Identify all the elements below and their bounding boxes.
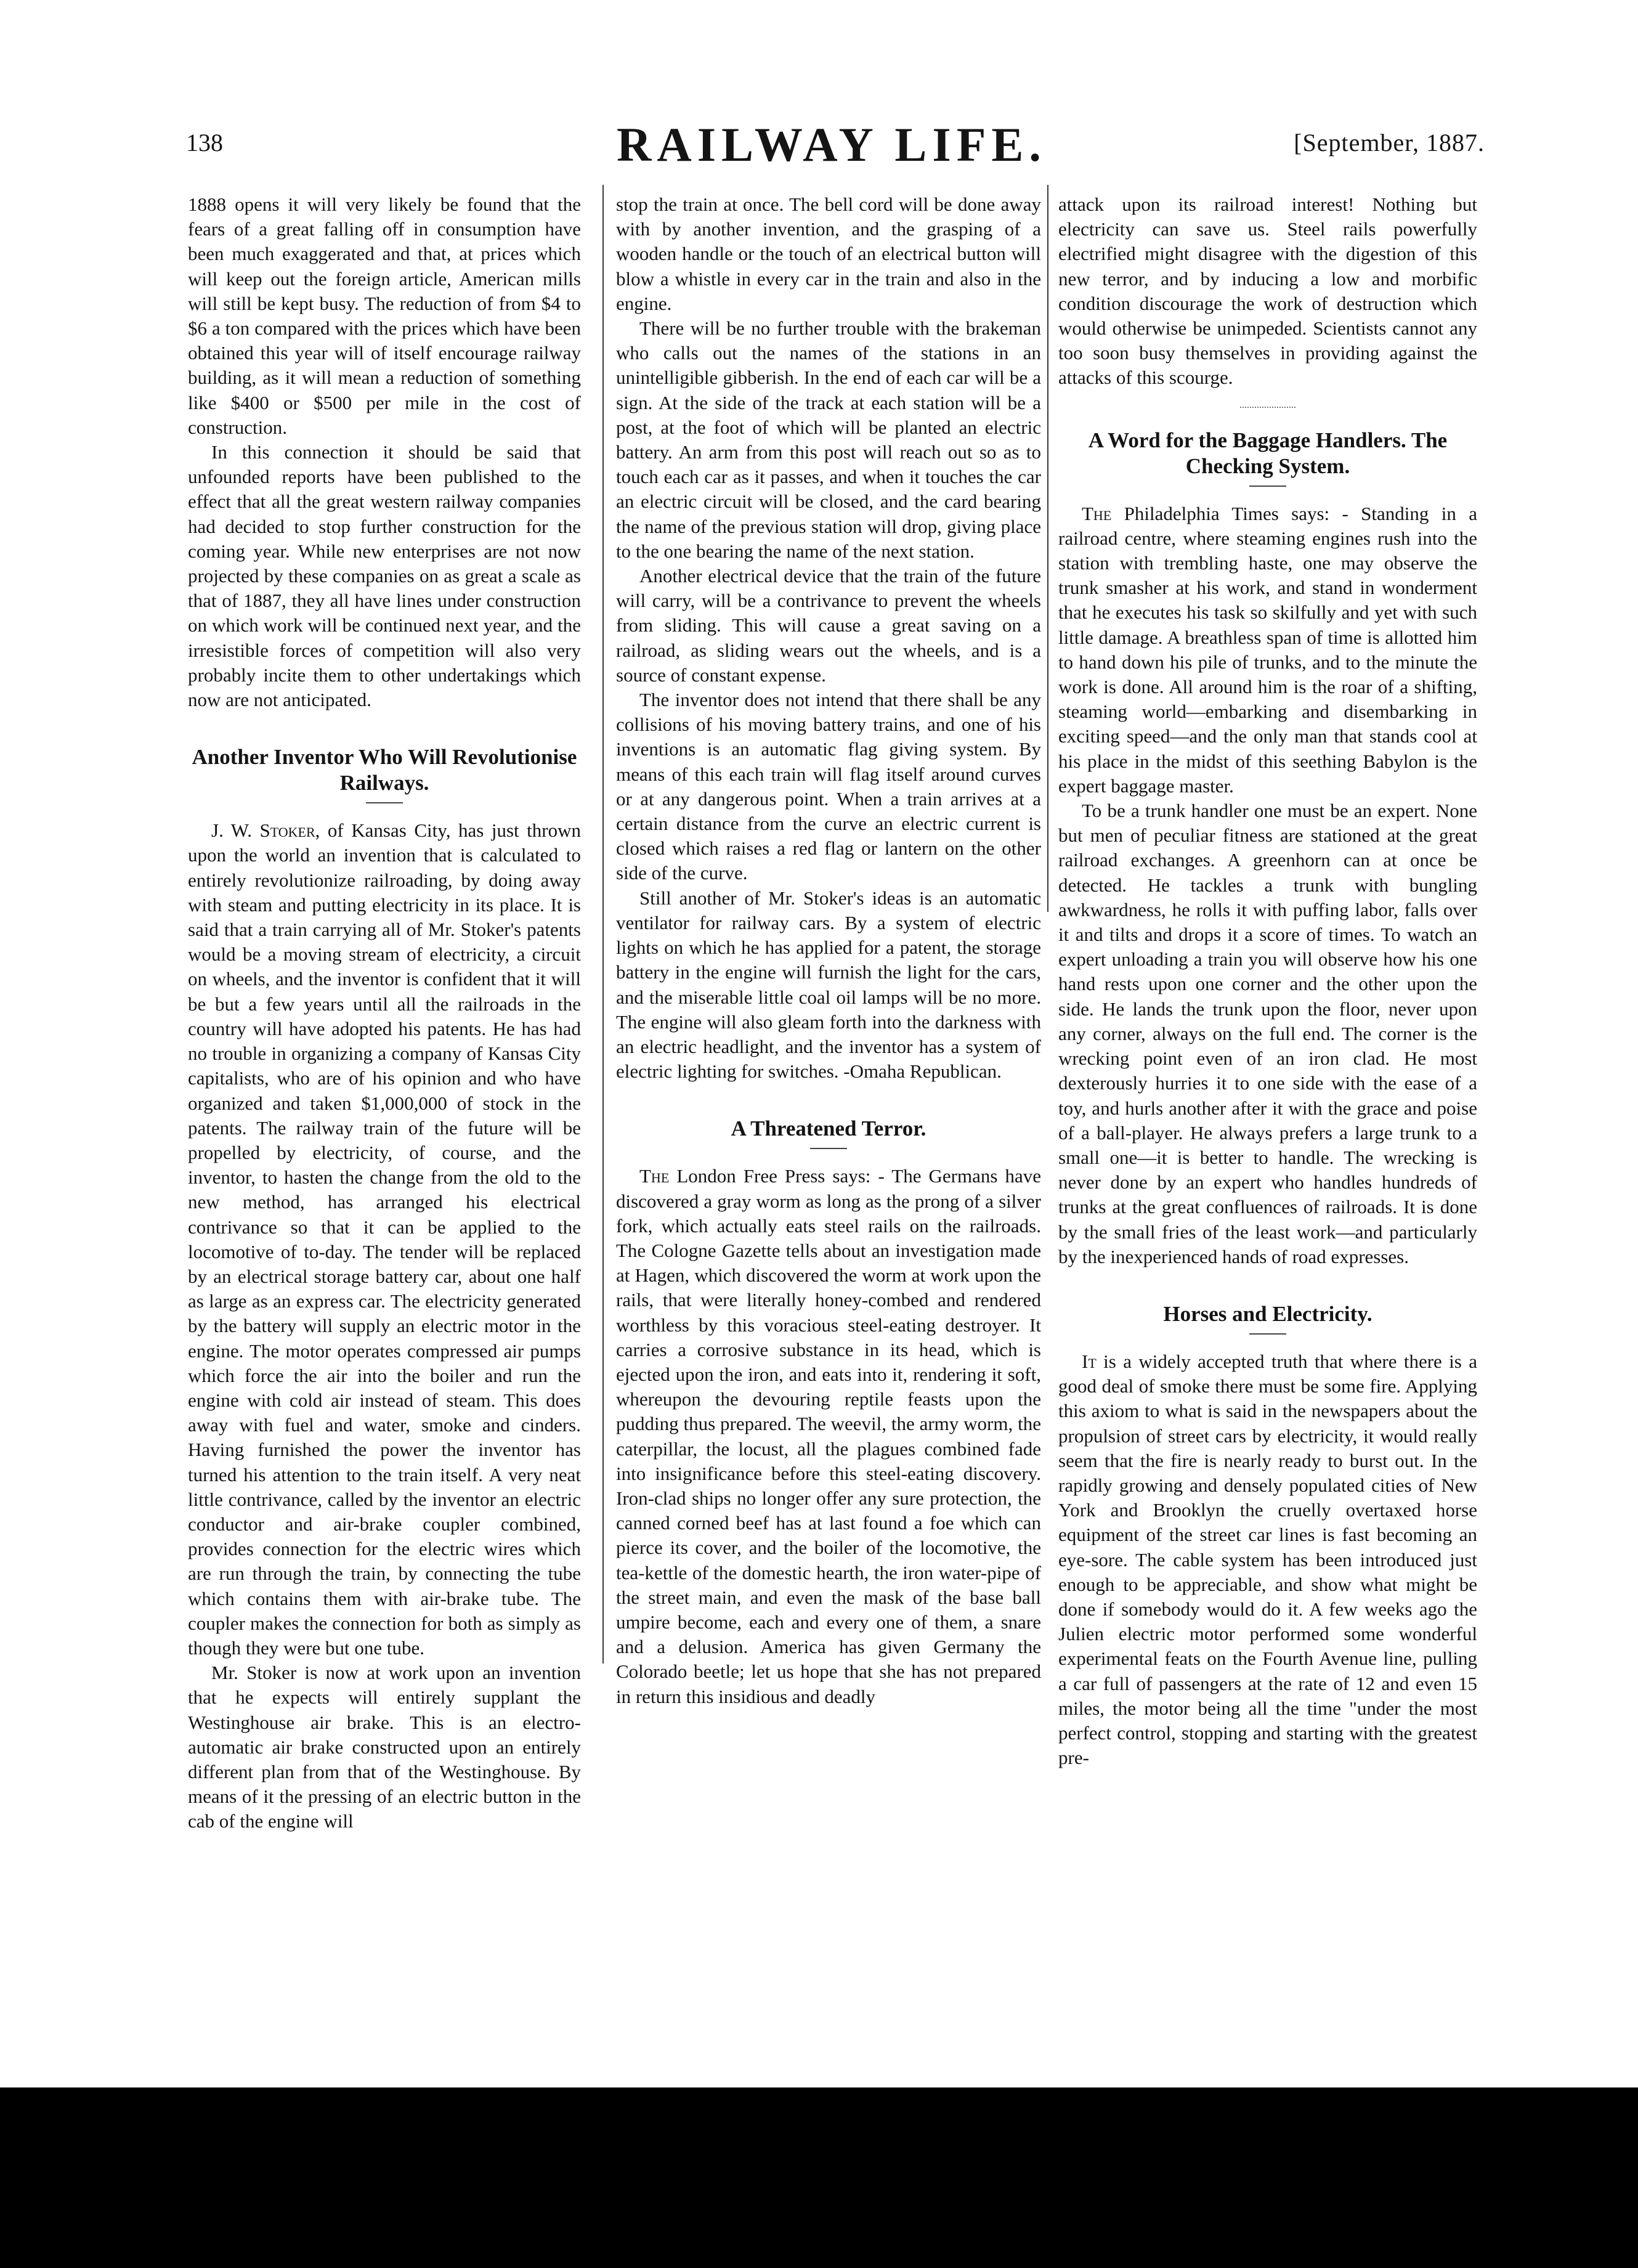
- scan-bottom-band: [0, 2087, 1638, 2268]
- paragraph: [1058, 1349, 1477, 1770]
- paragraph: [1058, 502, 1477, 799]
- article-heading: Horses and Electricity.: [1163, 1301, 1372, 1326]
- masthead: RAILWAY LIFE.: [617, 118, 1047, 171]
- lead-in: It: [1082, 1350, 1097, 1372]
- paragraph-text: London Free Press says: - The Germans have discovered a gray worm as long as the prong of a silver fork, which actually eats steel rails on the railroads. The Cologne Gazette tells about an investigation made at Hagen, which discovered the worm at work upon the rails, that were literally honey-combed and rendered worthless by this voracious steel-eating destroyer. It carries a corrosive substance in its head, which is ejected upon the iron, and eats into it, rendering it soft, whereupon the devouring reptile feasts upon the pudding thus prepared. The weevil, the army worm, the caterpillar, the locust, all the plagues combined fade into insignificance before this steel-eating discovery. Iron-clad ships no longer offer any sure protection, the canned corned beef has at last found a foe which can pierce its cover, and the boiler of the locomotive, the tea-kettle of the domestic hearth, the iron water-pipe of the street main, and even the mask of the base ball umpire become, each and every one of them, a snare and a delusion. America has given Germany the Colorado beetle; let us hope that she has not prepared in return this insidious and deadly: [616, 1165, 1041, 1707]
- column-3: [1058, 192, 1477, 1770]
- paragraph: 1888 opens it will very likely be found that the fears of a great falling off in consumption have been much exaggerated and that, at prices which will keep out the foreign article, American mills will still be kept busy. The reduction of from $4 to $6 a ton compared with the prices which have been obtained this year will of itself encourage railway building, as it will mean a reduction of something like $400 or $500 per mile in the cost of construction.: [188, 193, 581, 438]
- paragraph: Mr. Stoker is now at work upon an invention that he expects will entirely supplant the Westinghouse air brake. This is an electro-automatic air brake constructed upon an entirely different plan from that of the Westinghouse. By means of it the pressing of an electric button in the cab of the engine will: [188, 1662, 581, 1832]
- article-heading: Another Inventor Who Will Revolutionise Railways.: [192, 745, 577, 795]
- column-2: [616, 192, 1041, 1709]
- paragraph: There will be no further trouble with the brakeman who calls out the names of the stations in an unintelligible gibberish. In the end of each car will be a sign. At the side of the track at each station will be a post, at the foot of which will be planted an electric battery. An arm from this post will reach out so as to touch each car as it passes, and when it touches the car an electric circuit will be closed, and the card bearing the name of the previous station will drop, giving place to the one bearing the name of the next station.: [616, 317, 1041, 562]
- heading-rule: [366, 802, 403, 803]
- paragraph-text: is a widely accepted truth that where there is a good deal of smoke there must be some fire. Applying this axiom to what is said in the newspapers about the propulsion of street cars by electricity, it would really seem that the fire is nearly ready to burst out. In the rapidly growing and densely populated cities of New York and Brooklyn the cruelly overtaxed horse equipment of the street car lines is fast becoming an eye-sore. The cable system has been introduced just enough to be appreciable, and show what might be done if somebody would do it. A few weeks ago the Julien electric motor performed some wonderful experimental feats on the Fourth Avenue line, pulling a car full of passengers at the rate of 12 and even 15 miles, the motor being all the time "under the most perfect control, stopping and starting with the greatest pre-: [1058, 1350, 1477, 1769]
- paragraph: The inventor does not intend that there shall be any collisions of his moving battery trains, and one of his inventions is an automatic flag giving system. By means of this each train will flag itself around curves or at any dangerous point. When a train arrives at a certain distance from the curve an electric current is closed which raises a red flag or lantern on the other side of the curve.: [616, 689, 1041, 884]
- section-separator: [1240, 407, 1295, 408]
- paragraph: [188, 818, 581, 1660]
- lead-in: J. W. Stoker,: [211, 819, 320, 842]
- paragraph: Still another of Mr. Stoker's ideas is an automatic ventilator for railway cars. By a system of electric lights on which he has applied for a patent, the storage battery in the engine will furnish the light for the cars, and the miserable little coal oil lamps will be no more. The engine will also gleam forth into the darkness with an electric headlight, and the inventor has a system of electric lighting for switches. -Omaha Republican.: [616, 887, 1041, 1083]
- heading-rule: [1249, 486, 1286, 487]
- paragraph: stop the train at once. The bell cord will be done away with by another invention, and the grasping of a wooden handle or the touch of an electrical button will blow a whistle in every car in the train and also in the engine.: [616, 193, 1041, 314]
- lead-in: The: [1082, 502, 1112, 524]
- paragraph-text: Philadelphia Times says: - Standing in a railroad centre, where steaming engines rush into the station with trembling haste, one may observe the trunk smasher at his work, and stand in wonderment that he executes his task so skilfully and yet with such little damage. A breathless span of time is allotted him to hand down his pile of trunks, and to the minute the work is done. All around him is the roar of a shifting, steaming world—embarking and disembarking in exciting speed—and the only man that stands cool at his place in the midst of this seething Babylon is the expert baggage master.: [1058, 502, 1477, 797]
- column-1: [188, 192, 581, 1834]
- paragraph: Another electrical device that the train of the future will carry, will be a contrivance to prevent the wheels from sliding. This will cause a great saving on a railroad, as sliding wears out the wheels, and is a source of constant expense.: [616, 565, 1041, 686]
- issue-date: [September, 1887.: [1294, 129, 1485, 156]
- page-number: 138: [186, 129, 223, 156]
- column-rule: [602, 185, 604, 1664]
- heading-rule: [1249, 1333, 1286, 1335]
- article-heading: A Threatened Terror.: [731, 1116, 926, 1141]
- paragraph-text: of Kansas City, has just thrown upon the world an invention that is calculated to entirely revolutionize railroading, by doing away with steam and putting electricity in its place. It is said that a train carrying all of Mr. Stoker's patents would be a moving stream of electricity, a circuit on wheels, and the inventor is confident that it will be but a few years until all the railroads in the country will have adopted his patents. He has had no trouble in organizing a company of Kansas City capitalists, who are of his opinion and who have organized and taken $1,000,000 of stock in the patents. The railway train of the future will be propelled by electricity, of course, and the inventor, to hasten the change from the old to the new method, has arranged his electrical contrivance so that it can be applied to the locomotive of to-day. The tender will be replaced by an electrical storage battery car, about one half as large as an express car. The electricity generated by the battery will supply an electric motor in the engine. The motor operates compressed air pumps which force the air into the boiler and run the engine with cold air instead of steam. This does away with fuel and water, smoke and cinders. Having furnished the power the inventor has turned his attention to the train itself. A very neat little contrivance, called by the inventor an electric conductor and air-brake coupler combined, provides connection for the electric wires which are run through the train, by connecting the tube which contains them with air-brake tube. The coupler makes the connection for both as simply as though they were but one tube.: [188, 819, 582, 1659]
- paragraph: [616, 1164, 1041, 1709]
- paragraph: attack upon its railroad interest! Nothing but electricity can save us. Steel rails powerfully electrified might disagree with the digestion of this new terror, and by inducing a low and morbific condition discourage the work of destruction which would otherwise be unimpeded. Scientists cannot any too soon busy themselves in providing against the attacks of this scourge.: [1058, 193, 1477, 389]
- paragraph: In this connection it should be said that unfounded reports have been published to the effect that all the great western railway companies had decided to stop further construction for the coming year. While new enterprises are not now projected by these companies on as great a scale as that of 1887, they all have lines under construction on which work will be continued next year, and the irresistible forces of competition will also very probably incite them to other undertakings which now are not anticipated.: [188, 441, 581, 711]
- page-header: [179, 117, 1485, 173]
- paragraph: To be a trunk handler one must be an expert. None but men of peculiar fitness are stationed at the great railroad exchanges. A greenhorn can at once be detected. He tackles a trunk with bungling awkwardness, he rolls it with puffing labor, falls over it and tilts and drops it a score of times. To watch an expert unloading a train you will observe how his one hand rests upon one corner and the other upon the side. He lands the trunk upon the floor, never upon any corner, always on the full end. The corner is the wrecking point even of an iron clad. He most dexterously hurries it to one side with the ease of a toy, and hurls another after it with the grace and poise of a ball-player. He always prefers a large trunk to a small one—it is better to handle. The wrecking is never done by an expert who handles hundreds of trunks at the great confluences of railroads. It is done by the small fries of the least work—and particularly by the inexperienced hands of road expresses.: [1058, 800, 1477, 1267]
- column-rule: [1047, 185, 1048, 912]
- lead-in: The: [639, 1165, 670, 1187]
- article-heading: A Word for the Baggage Handlers. The Checking System.: [1088, 428, 1448, 478]
- heading-rule: [810, 1148, 847, 1149]
